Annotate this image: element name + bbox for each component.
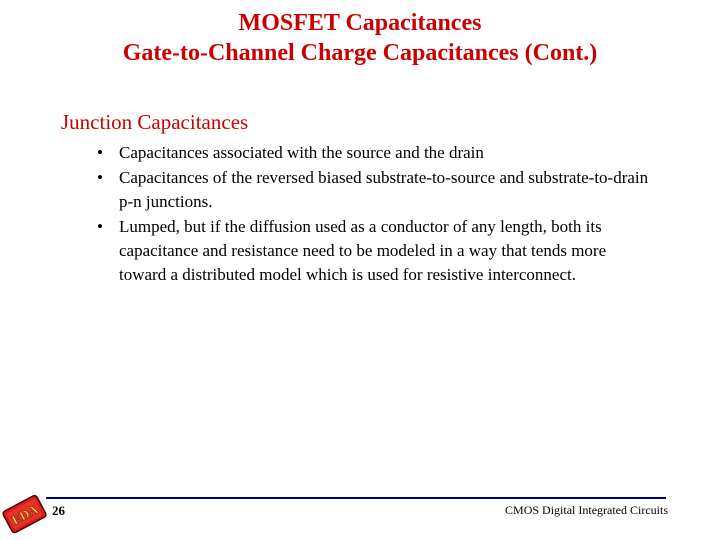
- bullet-dot-icon: •: [97, 217, 103, 236]
- bullet-dot-icon: •: [97, 143, 103, 162]
- bullet-text: Lumped, but if the diffusion used as a conductor of any length, both its capacitance and resistance need to be modeled in a way that tends more toward a distributed model which is used for resistive interconnect.: [119, 217, 607, 284]
- title-line-2: Gate-to-Channel Charge Capacitances (Cont.): [122, 40, 598, 66]
- bullet-item: [96, 141, 656, 165]
- logo-text: EDA: [9, 501, 41, 528]
- eda-logo-icon: [0, 488, 50, 538]
- page-number: 26: [52, 503, 65, 518]
- bullet-text: Capacitances of the reversed biased substrate-to-source and substrate-to-drain p-n junctions.: [119, 168, 649, 211]
- bullet-text: Capacitances associated with the source and the drain: [119, 143, 484, 162]
- footer-divider: [46, 497, 666, 499]
- title-line-1: MOSFET Capacitances: [238, 10, 482, 36]
- bullet-item: [96, 215, 656, 287]
- section-heading: Junction Capacitances: [61, 110, 249, 134]
- bullet-item: [96, 166, 656, 214]
- bullet-list: [96, 141, 656, 288]
- slide-title: [0, 8, 720, 68]
- footer-course-title: CMOS Digital Integrated Circuits: [505, 503, 668, 517]
- bullet-dot-icon: •: [97, 168, 103, 187]
